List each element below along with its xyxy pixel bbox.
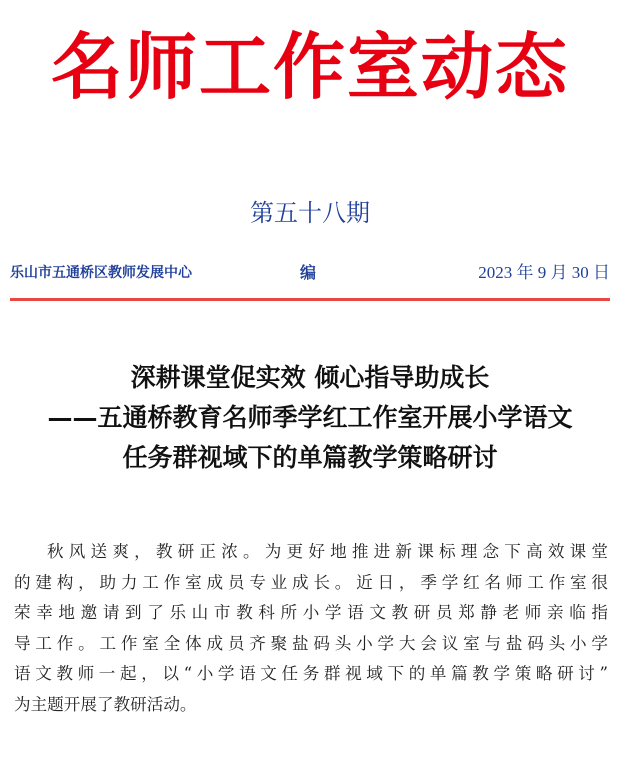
body-line: 为主题开展了教研活动。 bbox=[14, 694, 197, 714]
headline-line-main: 深耕课堂促实效 倾心指导助成长 bbox=[130, 363, 490, 392]
publication-date: 2023 年 9 月 30 日 bbox=[478, 263, 610, 282]
publisher-name: 乐山市五通桥区教师发展中心 bbox=[10, 265, 192, 281]
editor-mark: 编 bbox=[300, 263, 317, 282]
issue-number: 第五十八期 bbox=[250, 199, 370, 227]
article-body bbox=[14, 537, 608, 720]
body-line: 秋风送爽，教研正浓。为更好地推进新课标理念下高效课堂 bbox=[47, 542, 608, 561]
article-headline bbox=[0, 358, 620, 478]
body-line: 语文教师一起，以“小学语文任务群视域下的单篇教学策略研讨” bbox=[14, 664, 608, 683]
headline-line-sub-1: ——五通桥教育名师季学红工作室开展小学语文 bbox=[47, 403, 573, 432]
body-line: 荣幸地邀请到了乐山市教科所小学语文教研员郑静老师亲临指 bbox=[14, 603, 608, 622]
masthead-title: 名师工作室动态 bbox=[50, 25, 569, 109]
body-line: 的建构，助力工作室成员专业成长。近日，季学红名师工作室很 bbox=[14, 572, 608, 592]
headline-line-sub-2: 任务群视域下的单篇教学策略研讨 bbox=[122, 443, 498, 472]
header-divider bbox=[10, 298, 610, 301]
publication-bar bbox=[10, 262, 610, 284]
body-line: 导工作。工作室全体成员齐聚盐码头小学大会议室与盐码头小学 bbox=[14, 633, 608, 653]
